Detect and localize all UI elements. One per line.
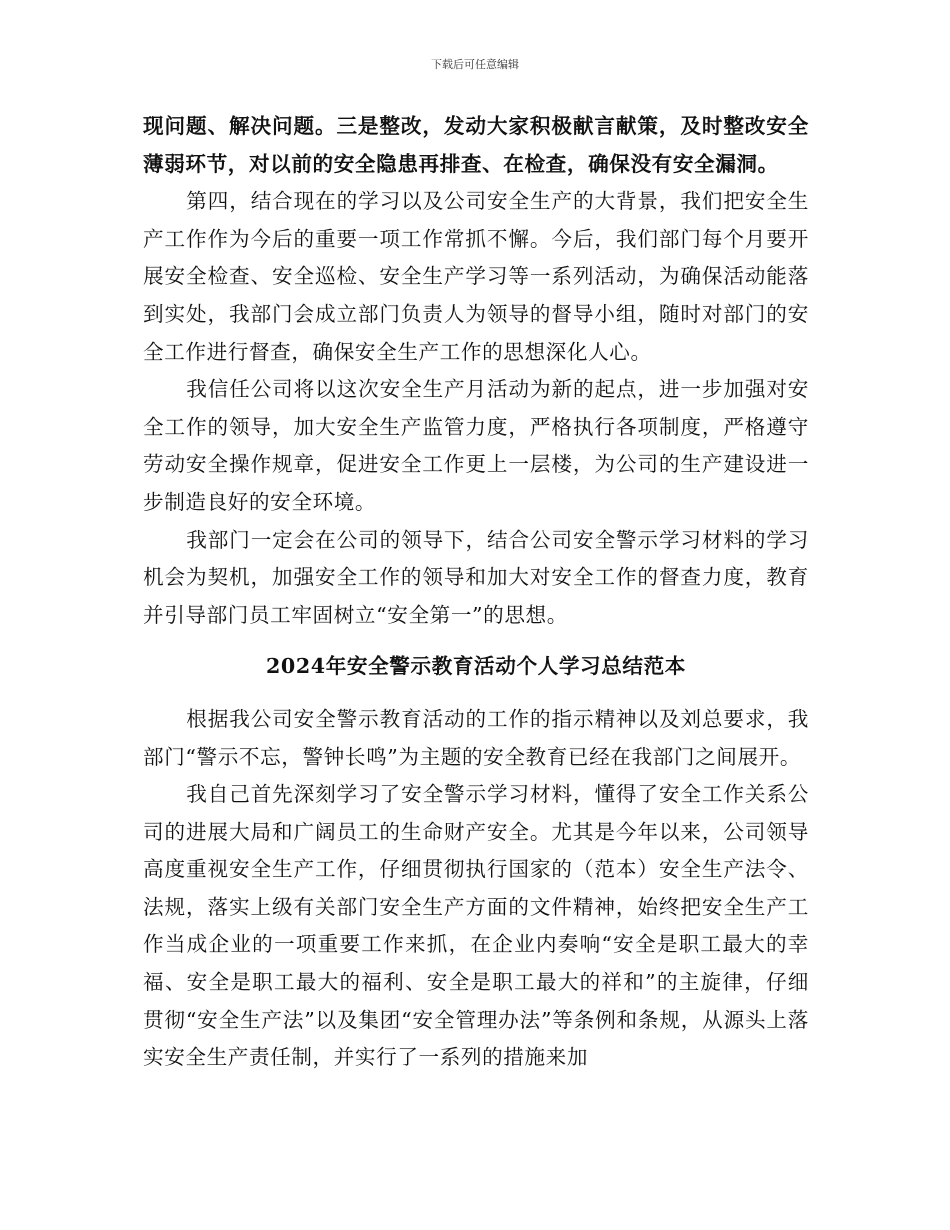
paragraph-department-commitment: 我部门一定会在公司的领导下，结合公司安全警示学习材料的学习机会为契机，加强安全工作的领导和加大对安全工作的督查力度，教育并引导部门员工牢固树立“安全第一”的思想。 [143,527,809,627]
page-header: 下载后可任意编辑 [431,58,519,71]
document-body [143,108,809,1077]
paragraph-trust-company: 我信任公司将以这次安全生产月活动为新的起点，进一步加强对安全工作的领导，加大安全生产监管力度，严格执行各项制度，严格遵守劳动安全操作规章，促进安全工作更上一层楼，为公司的生产建设进一步制造良好的安全环境。 [143,377,809,514]
paragraph-fourth-point: 第四，结合现在的学习以及公司安全生产的大背景，我们把安全生产工作作为今后的重要一项工作常抓不懈。今后，我们部门每个月要开展安全检查、安全巡检、安全生产学习等一系列活动，为确保活动能落到实处，我部门会成立部门负责人为领导的督导小组，随时对部门的安全工作进行督查，确保安全生产工作的思想深化人心。 [143,189,809,364]
paragraph-study-details: 我自己首先深刻学习了安全警示学习材料，懂得了安全工作关系公司的进展大局和广阔员工的生命财产安全。尤其是今年以来，公司领导高度重视安全生产工作，仔细贯彻执行国家的（范本）安全生产法令、法规，落实上级有关部门安全生产方面的文件精神，始终把安全生产工作当成企业的一项重要工作来抓，在企业内奏响“安全是职工最大的幸福、安全是职工最大的福利、安全是职工最大的祥和”的主旋律，仔细贯彻“安全生产法”以及集团“安全管理办法”等条例和条规，从源头上落实安全生产责任制，并实行了一系列的措施来加 [143,782,809,1070]
paragraph-intro: 根据我公司安全警示教育活动的工作的指示精神以及刘总要求，我部门“警示不忘，警钟长鸣”为主题的安全教育已经在我部门之间展开。 [143,706,809,769]
paragraph-continuation: 现问题、解决问题。三是整改，发动大家积极献言献策，及时整改安全薄弱环节，对以前的安全隐患再排查、在检查，确保没有安全漏洞。 [143,114,809,176]
section-title: 2024年安全警示教育活动个人学习总结范本 [265,654,686,679]
